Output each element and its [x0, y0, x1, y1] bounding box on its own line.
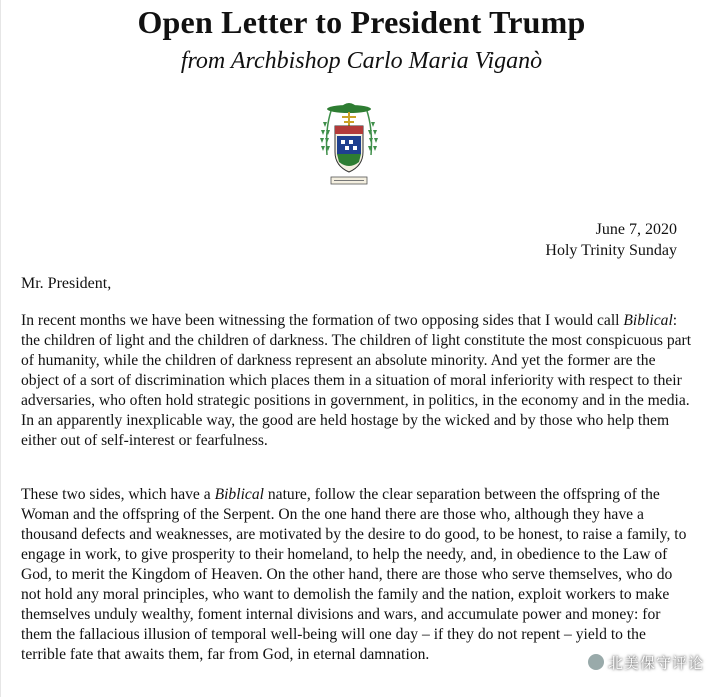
- letter-occasion: Holy Trinity Sunday: [545, 242, 677, 259]
- watermark-logo-icon: [588, 654, 604, 670]
- archbishop-coat-of-arms-icon: [317, 100, 381, 188]
- paragraph-2: These two sides, which have a Biblical nature, follow the clear separation between the offspring of the Woman and the offspring of the Serpent. On the one hand there are those who, although they have a thousand defects and weaknesses, are motivated by the desire to do good, to be honest, to raise a family, to engage in work, to give prosperity to their homeland, to help the needy, and, in obedience to the Law of God, to merit the Kingdom of Heaven. On the other hand, there are those who serve themselves, who do not hold any moral principles, who want to demolish the family and the nation, exploit workers to make themselves unduly wealthy, foment internal divisions and wars, and accumulate power and money: for them the fallacious illusion of temporal well-being will one day – if they do not repent – yield to the terrible fate that awaits them, far from God, in eternal damnation.: [21, 486, 687, 663]
- paragraph-1: In recent months we have been witnessing the formation of two opposing sides that I would call Biblical: the children of light and the children of darkness. The children of light constitute the most conspicuous part of humanity, while the children of darkness represent an absolute minority. And yet the former are the object of a sort of discrimination which places them in a situation of moral inferiority with respect to their adversaries, who often hold strategic positions in government, in politics, in the economy and in the media. In an apparently inexplicable way, the good are held hostage by the wicked and by those who help them either out of self-interest or fearfulness.: [21, 312, 692, 449]
- dateline: [545, 219, 677, 261]
- letter-date: June 7, 2020: [595, 221, 677, 238]
- salutation: Mr. President,: [21, 275, 112, 292]
- page-subtitle: from Archbishop Carlo Maria Viganò: [180, 48, 543, 74]
- page-title: Open Letter to President Trump: [137, 4, 586, 40]
- watermark: 北美保守评论: [588, 652, 704, 673]
